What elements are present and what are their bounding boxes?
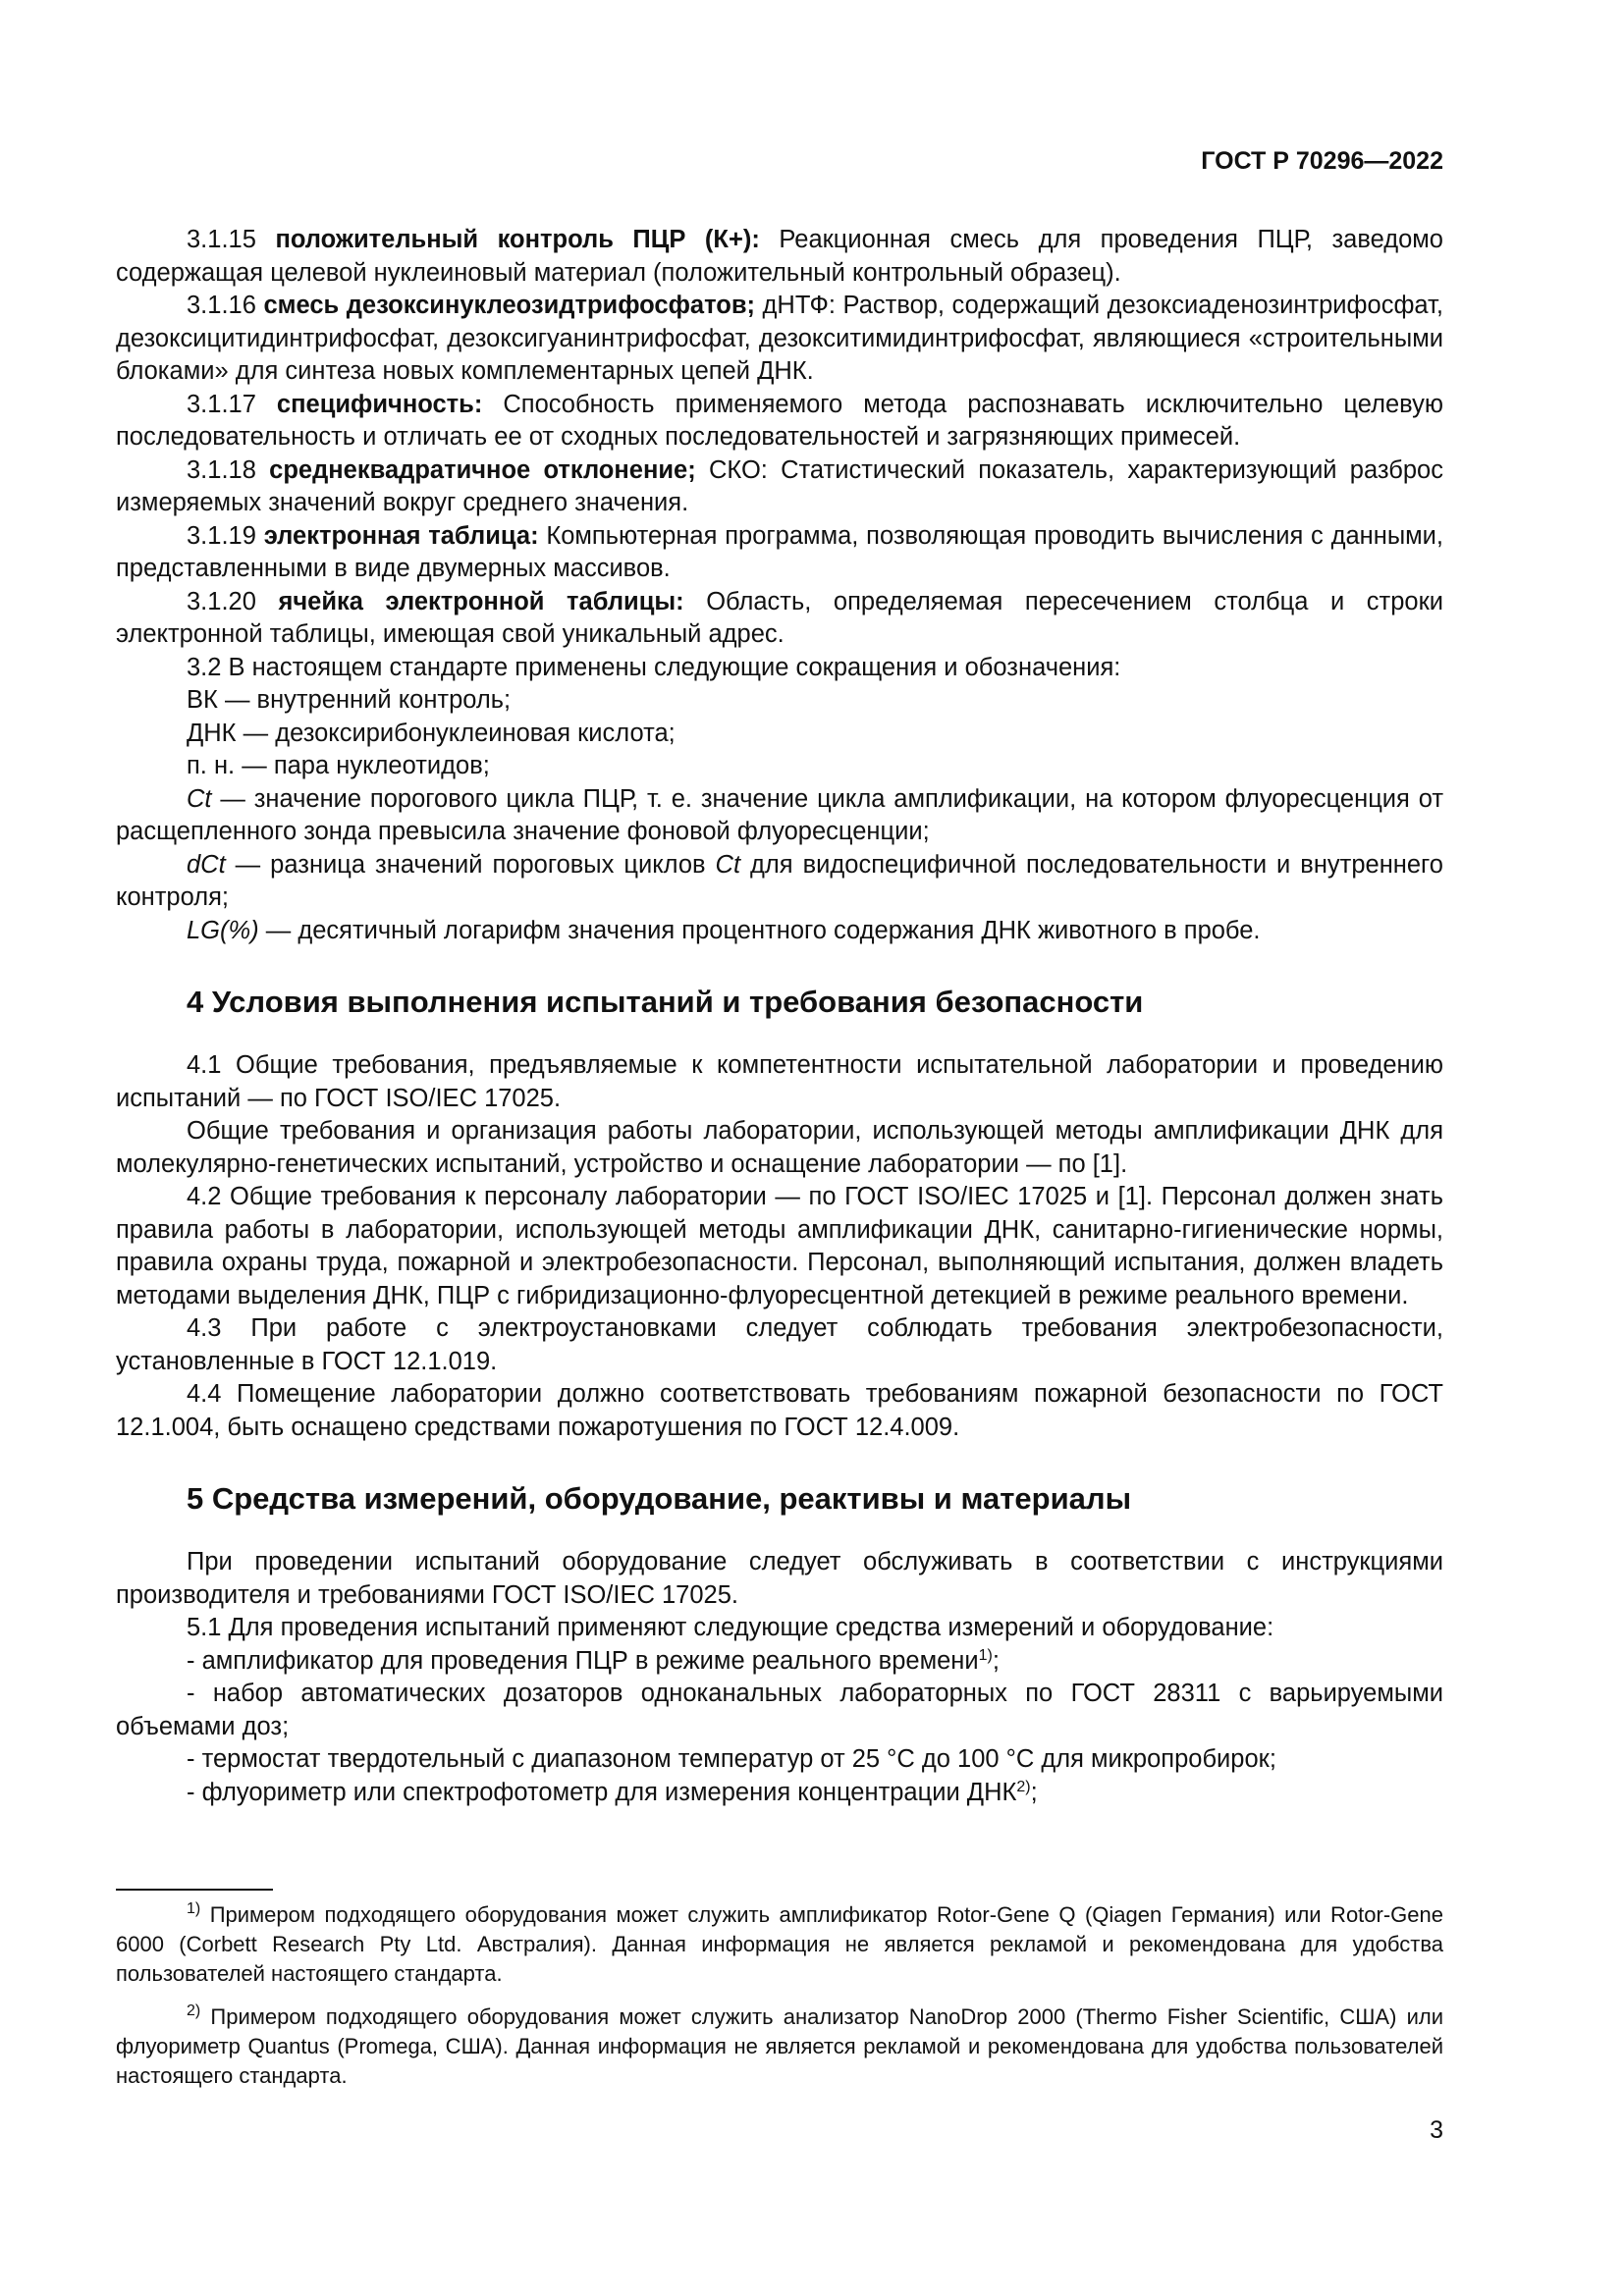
abbreviation-item: ВК — внутренний контроль; (187, 686, 512, 714)
symbol-item-dct: dCt — разница значений пороговых циклов Ct для видоспецифичной последовательности и внутреннего контроля; (116, 850, 1443, 911)
abbreviation-item: п. н. — пара нуклеотидов; (187, 752, 490, 779)
abbreviation-item: ДНК — дезоксирибонуклеиновая кислота; (187, 719, 676, 747)
footnote-1: $^{1)}$ Примером подходящего оборудования может служить амплификатор Rotor-Gene Q (Qiagen Германия) или Rotor-Gene 6000 (Corbett Research Pty Ltd. Австралия). Данная информация не является рекламой и рекомендована для удобства пользователей настоящего стандарта. (116, 1900, 1443, 1986)
definition-3-1-20: 3.1.20 ячейка электронной таблицы: Область, определяемая пересечением столбца и строки электронной таблицы, имеющая свой уникальный адрес. (116, 587, 1443, 648)
section-5-intro: При проведении испытаний оборудование следует обслуживать в соответствии с инструкциями производителя и требованиями ГОСТ ISO/IEC 17025. (116, 1548, 1443, 1609)
footnote-ref: 2) (1016, 1778, 1031, 1795)
symbol-item-lg: LG(%) — десятичный логарифм значения процентного содержания ДНК животного в пробе. (187, 916, 1261, 944)
paragraph-4-4: 4.4 Помещение лаборатории должно соответствовать требованиям пожарной безопасности по ГОСТ 12.1.004, быть оснащено средствами пожаротушения по ГОСТ 12.4.009. (116, 1380, 1443, 1441)
paragraph-4-3: 4.3 При работе с электроустановками следует соблюдать требования электробезопасности, установленные в ГОСТ 12.1.019. (116, 1314, 1443, 1375)
abbreviations-intro: 3.2 В настоящем стандарте применены следующие сокращения и обозначения: (187, 653, 1121, 681)
section-5-heading: 5 Средства измерений, оборудование, реактивы и материалы (187, 1481, 1132, 1516)
definition-3-1-17: 3.1.17 специфичность: Способность применяемого метода распознавать исключительно целевую последовательность и отличать ее от сходных последовательностей и загрязняющих примесей. (116, 390, 1443, 451)
footnote-2: $^{2)}$ Примером подходящего оборудования может служить анализатор NanoDrop 2000 (Thermo Fisher Scientific, США) или флуориметр Quantus (Promega, США). Данная информация не является рекламой и рекомендована для удобства пользователей настоящего стандарта. (116, 2002, 1443, 2088)
definition-3-1-18: 3.1.18 среднеквадратичное отклонение; СКО: Статистический показатель, характеризующий разброс измеряемых значений вокруг среднего значения. (116, 455, 1443, 516)
term: ячейка электронной таблицы: (278, 587, 684, 615)
symbol-item-ct: Ct — значение порогового цикла ПЦР, т. е. значение цикла амплификации, на котором флуоресценция от расщепленного зонда превысила значение фоновой флуоресценции; (116, 784, 1443, 845)
equipment-item: - флуориметр или спектрофотометр для измерения концентрации ДНК$^{2)}$; (187, 1778, 1038, 1806)
definition-3-1-19: 3.1.19 электронная таблица: Компьютерная программа, позволяющая проводить вычисления с данными, представленными в виде двумерных массивов. (116, 521, 1444, 582)
term: среднеквадратичное отклонение; (269, 455, 696, 484)
document-page (116, 0, 1443, 2296)
paragraph-4-1-b: Общие требования и организация работы лаборатории, использующей методы амплификации ДНК для молекулярно-генетических испытаний, устройство и оснащение лаборатории — по [1]. (116, 1117, 1443, 1178)
term: электронная таблица: (263, 521, 539, 550)
paragraph-4-2: 4.2 Общие требования к персоналу лаборатории — по ГОСТ ISO/IEC 17025 и [1]. Персонал должен знать правила работы в лаборатории, использующей методы амплификации ДНК, санитарно-гигиенические нормы, правила охраны труда, пожарной и электробезопасности. Персонал, выполняющий испытания, должен владеть методами выделения ДНК, ПЦР с гибридизационно-флуоресцентной детекцией в режиме реального времени. (116, 1183, 1443, 1309)
equipment-item: - набор автоматических дозаторов одноканальных лабораторных по ГОСТ 28311 с варьируемыми объемами доз; (116, 1680, 1443, 1740)
section-4-heading: 4 Условия выполнения испытаний и требования безопасности (187, 985, 1144, 1019)
footnote-separator (116, 1889, 273, 1891)
term: смесь дезоксинуклеозидтрифосфатов; (263, 292, 755, 319)
page-number: 3 (1430, 2116, 1443, 2144)
equipment-item: - термостат твердотельный с диапазоном температур от 25 °С до 100 °С для микропробирок; (187, 1745, 1276, 1773)
equipment-item: - амплификатор для проведения ПЦР в режиме реального времени$^{1)}$; (187, 1646, 1000, 1675)
paragraph-5-1: 5.1 Для проведения испытаний применяют следующие средства измерений и оборудование: (187, 1614, 1274, 1641)
footnote-ref: 1) (978, 1646, 993, 1664)
term: специфичность: (276, 390, 483, 418)
term: положительный контроль ПЦР (К+): (275, 226, 760, 253)
definition-3-1-16: 3.1.16 смесь дезоксинуклеозидтрифосфатов; дНТФ: Раствор, содержащий дезоксиаденозинтрифосфат, дезоксицитидинтрифосфат, дезоксигуанинтрифосфат, дезокситимидинтрифосфат, являющиеся «строительными блоками» для синтеза новых комплементарных цепей ДНК. (116, 292, 1443, 385)
document-code-header: ГОСТ Р 70296—2022 (1201, 147, 1443, 175)
paragraph-4-1: 4.1 Общие требования, предъявляемые к компетентности испытательной лаборатории и проведению испытаний — по ГОСТ ISO/IEC 17025. (116, 1051, 1443, 1112)
document-body (116, 224, 1443, 1809)
definition-3-1-15: 3.1.15 положительный контроль ПЦР (К+): Реакционная смесь для проведения ПЦР, заведомо содержащая целевой нуклеиновый материал (положительный контрольный образец). (116, 226, 1443, 287)
